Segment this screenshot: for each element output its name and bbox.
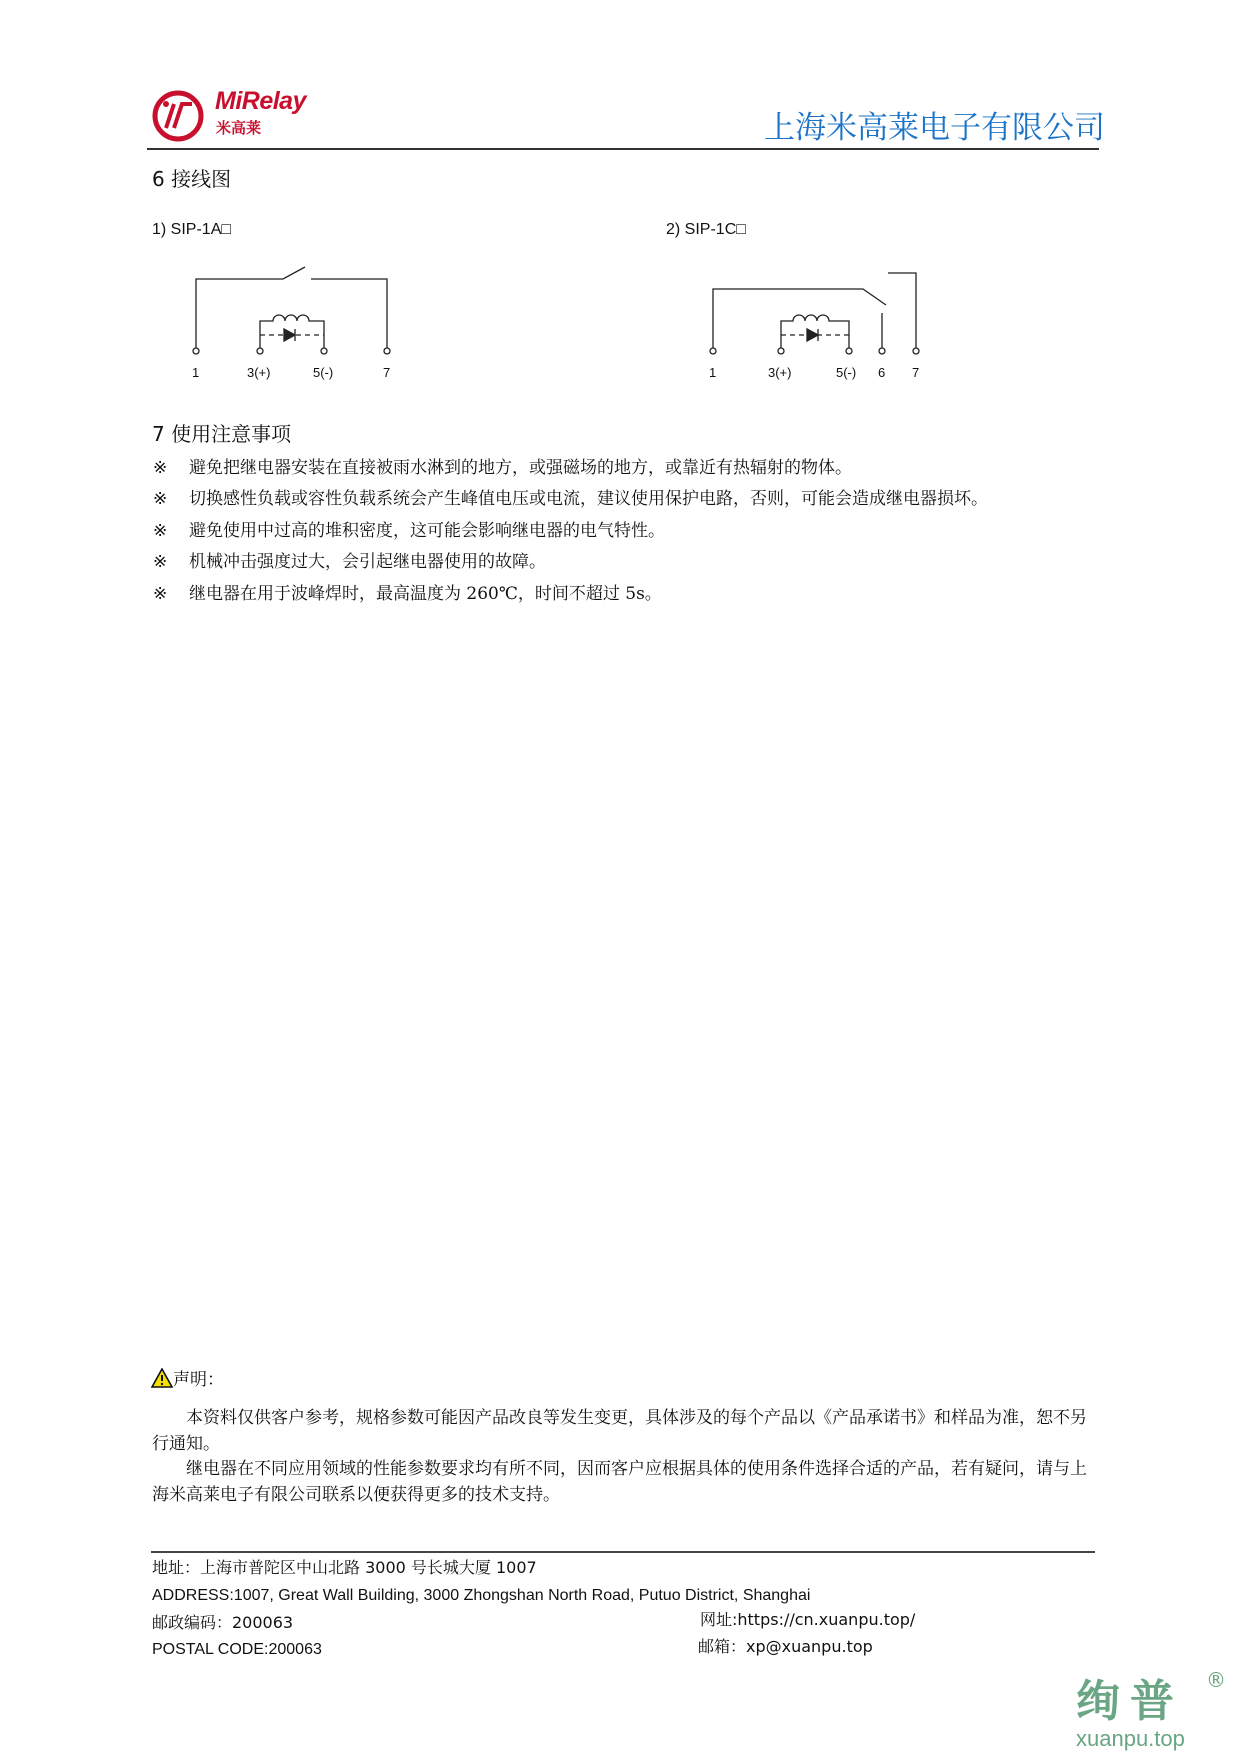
disclaimer-paragraph: 继电器在不同应用领域的性能参数要求均有所不同，因而客户应根据具体的使用条件选择合适的产品，若有疑问，请与上海米高莱电子有限公司联系以便获得更多的技术支持。 (152, 1459, 1087, 1505)
pin-label: 5(-) (313, 365, 334, 380)
section-7-title: 7 使用注意事项 (152, 422, 292, 446)
logo-mark-icon (152, 90, 212, 142)
postal-en: POSTAL CODE:200063 (152, 1641, 322, 1658)
pin-label: 5(-) (836, 365, 857, 380)
diagram-2-label: 2) SIP-1C□ (666, 221, 746, 238)
bullet-mark: ※ (153, 489, 168, 509)
note-item: 避免把继电器安装在直接被雨水淋到的地方，或强磁场的地方，或靠近有热辐射的物体。 (189, 458, 852, 478)
watermark-registered: ® (1206, 1668, 1226, 1692)
address-cn: 地址：上海市普陀区中山北路 3000 号长城大厦 1007 (152, 1558, 537, 1577)
pin-label: 1 (192, 365, 200, 380)
pin-label: 3(+) (247, 365, 271, 380)
mirelay-logo (152, 90, 212, 142)
note-item: 机械冲击强度过大，会引起继电器使用的故障。 (189, 552, 546, 572)
bullet-mark: ※ (153, 521, 168, 541)
pin-label: 3(+) (768, 365, 792, 380)
disclaimer-paragraph: 本资料仅供客户参考，规格参数可能因产品改良等发生变更，具体涉及的每个产品以《产品承诺书》和样品为准，恕不另行通知。 (152, 1408, 1087, 1454)
note-item: 继电器在用于波峰焊时，最高温度为 260℃，时间不超过 5s。 (189, 584, 662, 604)
logo-text-cn: 米高莱 (216, 119, 262, 137)
company-name: 上海米高莱电子有限公司 (764, 110, 1105, 146)
wiring-diagram-sip-1a (180, 255, 420, 385)
email-link[interactable]: 邮箱：xp@xuanpu.top (698, 1637, 873, 1656)
footer-divider (151, 1551, 1095, 1553)
diagram-1-label: 1) SIP-1A□ (152, 221, 232, 238)
address-en: ADDRESS:1007, Great Wall Building, 3000 Zhongshan North Road, Putuo District, Shanghai (152, 1587, 811, 1604)
postal-cn: 邮政编码：200063 (152, 1613, 294, 1632)
note-item: 切换感性负载或容性负载系统会产生峰值电压或电流，建议使用保护电路，否则，可能会造成继电器损坏。 (189, 489, 988, 509)
bullet-mark: ※ (153, 458, 168, 478)
section-6-title: 6 接线图 (152, 167, 232, 191)
note-item: 避免使用中过高的堆积密度，这可能会影响继电器的电气特性。 (189, 521, 665, 541)
disclaimer-body (152, 1406, 1096, 1508)
logo-text-en: MiRelay (215, 87, 306, 115)
watermark-cn: 绚普 (1076, 1676, 1184, 1727)
bullet-mark: ※ (153, 584, 168, 604)
disclaimer-title: 声明： (173, 1370, 224, 1390)
warning-icon (151, 1368, 173, 1388)
pin-label: 7 (383, 365, 391, 380)
pin-label: 7 (912, 365, 920, 380)
header-divider (147, 148, 1099, 150)
bullet-mark: ※ (153, 552, 168, 572)
disclaimer-heading (151, 1368, 224, 1390)
pin-label: 6 (878, 365, 886, 380)
wiring-diagram-sip-1c (696, 255, 936, 385)
website-link[interactable]: 网址:https://cn.xuanpu.top/ (700, 1610, 916, 1629)
watermark-en: xuanpu.top (1076, 1726, 1185, 1751)
pin-label: 1 (709, 365, 717, 380)
